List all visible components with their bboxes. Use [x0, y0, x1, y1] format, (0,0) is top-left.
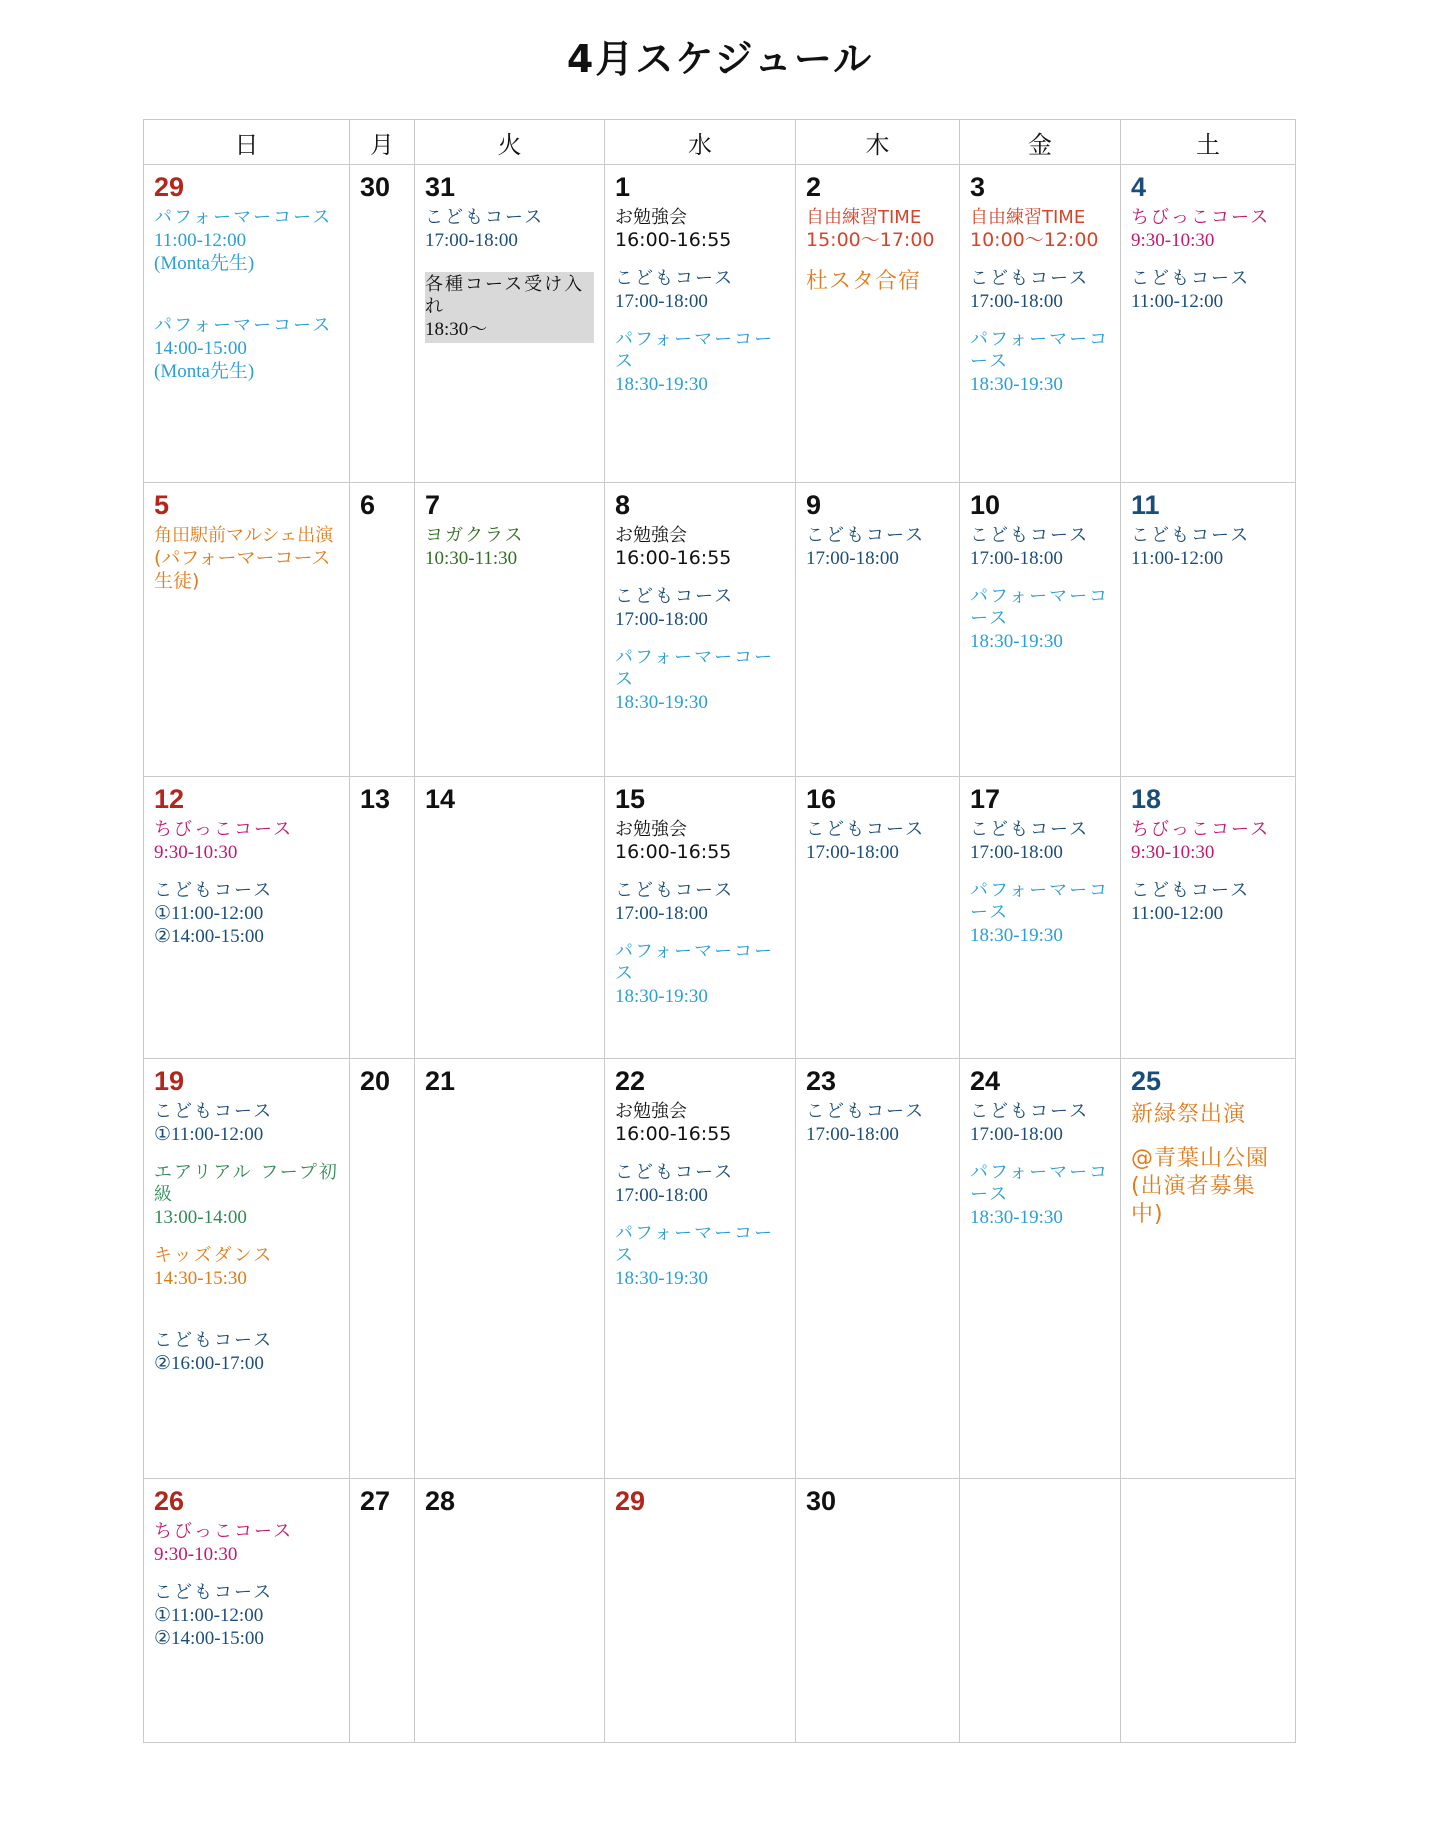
day-number: 30 [360, 172, 391, 202]
event-name: こどもコース [154, 1330, 274, 1351]
day-number: 26 [154, 1486, 185, 1516]
schedule-event [425, 525, 594, 570]
day-number: 11 [1131, 490, 1160, 520]
schedule-event [1131, 1145, 1285, 1229]
day-cell [796, 777, 960, 1059]
schedule-event [154, 1582, 339, 1650]
event-name: こどもコース [615, 586, 735, 607]
event-time: 17:00-18:00 [806, 842, 899, 863]
weekday-header-row [144, 120, 1296, 165]
day-cell [350, 1479, 415, 1743]
event-name: こどもコース [615, 880, 735, 901]
day-number: 27 [360, 1486, 391, 1516]
schedule-event [970, 525, 1110, 570]
schedule-event [615, 1223, 785, 1290]
day-cell [415, 777, 605, 1059]
event-time: 18:30〜 [425, 319, 488, 340]
day-number: 29 [615, 1486, 646, 1516]
schedule-event [615, 1101, 785, 1146]
schedule-event [154, 1245, 339, 1290]
schedule-event [1131, 268, 1285, 313]
weekday-header: 水 [605, 120, 796, 165]
event-time: 9:30-10:30 [1131, 230, 1215, 251]
schedule-event [1131, 525, 1285, 570]
day-number: 20 [360, 1066, 391, 1096]
event-name: こどもコース [425, 207, 545, 228]
event-time: 16:00-16:55 [615, 1123, 732, 1145]
day-cell [144, 777, 350, 1059]
day-cell [144, 1059, 350, 1479]
event-time: 16:00-16:55 [615, 841, 732, 863]
schedule-event [806, 819, 949, 864]
event-time: 10:30-11:30 [425, 548, 518, 569]
event-name: パフォーマーコース [615, 1223, 775, 1266]
event-name: パフォーマーコース [615, 941, 775, 984]
day-number: 24 [970, 1066, 1001, 1096]
day-number: 8 [615, 490, 631, 520]
day-number: 10 [970, 490, 1001, 520]
weekday-header: 日 [144, 120, 350, 165]
schedule-event [970, 586, 1110, 653]
day-number: 12 [154, 784, 185, 814]
event-time: 18:30-19:30 [970, 631, 1063, 652]
event-name: @青葉山公園(出演者募集中) [1131, 1146, 1270, 1227]
event-name: ヨガクラス [425, 525, 525, 546]
day-number: 9 [806, 490, 822, 520]
schedule-event [1131, 880, 1285, 925]
weekday-header: 月 [350, 120, 415, 165]
day-cell [350, 165, 415, 483]
day-cell [144, 483, 350, 777]
event-name: パフォーマーコース [970, 880, 1110, 923]
event-time: 15:00〜17:00 [806, 229, 935, 251]
event-time: 17:00-18:00 [615, 1185, 708, 1206]
schedule-event [154, 207, 339, 275]
event-name: こどもコース [970, 268, 1090, 289]
day-cell [1121, 1479, 1296, 1743]
event-time: 9:30-10:30 [1131, 842, 1215, 863]
event-name: パフォーマーコース [615, 647, 775, 690]
day-number: 17 [970, 784, 1001, 814]
event-name: こどもコース [154, 1582, 274, 1603]
day-cell [796, 1479, 960, 1743]
day-cell [415, 483, 605, 777]
day-cell [960, 1479, 1121, 1743]
day-number: 16 [806, 784, 837, 814]
event-time: 18:30-19:30 [970, 925, 1063, 946]
event-time: 18:30-19:30 [615, 374, 708, 395]
event-time: 16:00-16:55 [615, 229, 732, 251]
event-name: こどもコース [806, 819, 926, 840]
event-time: 17:00-18:00 [970, 842, 1063, 863]
weekday-header: 土 [1121, 120, 1296, 165]
event-time: 17:00-18:00 [806, 1124, 899, 1145]
day-cell [605, 165, 796, 483]
day-cell [796, 483, 960, 777]
day-number: 31 [425, 172, 456, 202]
event-extra: ②14:00-15:00 [154, 1628, 264, 1649]
day-cell [960, 165, 1121, 483]
event-name: パフォーマーコース [154, 315, 333, 336]
event-time: 17:00-18:00 [615, 291, 708, 312]
day-cell [1121, 483, 1296, 777]
calendar-table [143, 119, 1296, 1743]
day-number: 30 [806, 1486, 837, 1516]
event-time: 13:00-14:00 [154, 1207, 247, 1228]
event-time: 14:00-15:00 [154, 338, 247, 359]
schedule-event [425, 207, 594, 252]
day-cell [960, 777, 1121, 1059]
event-name: ちびっこコース [1131, 819, 1271, 840]
week-row [144, 1479, 1296, 1743]
week-row [144, 483, 1296, 777]
day-cell [144, 165, 350, 483]
event-name: パフォーマーコース [970, 586, 1110, 629]
day-number: 14 [425, 784, 456, 814]
day-number: 1 [615, 172, 631, 202]
event-name: パフォーマーコース [615, 329, 775, 372]
day-number: 25 [1131, 1066, 1162, 1096]
event-name: こどもコース [970, 525, 1090, 546]
event-name: キッズダンス [154, 1245, 274, 1266]
schedule-event [970, 1101, 1110, 1146]
event-time: 18:30-19:30 [615, 1268, 708, 1289]
event-time: ①11:00-12:00 [154, 903, 264, 924]
schedule-event [615, 647, 785, 714]
day-cell [350, 777, 415, 1059]
event-name: こどもコース [806, 1101, 926, 1122]
day-number: 28 [425, 1486, 456, 1516]
event-time: 17:00-18:00 [806, 548, 899, 569]
event-time: 17:00-18:00 [425, 230, 518, 251]
day-number: 29 [154, 172, 185, 202]
day-number: 13 [360, 784, 391, 814]
event-time: 9:30-10:30 [154, 842, 238, 863]
event-name: 各種コース受け入れ [425, 274, 585, 317]
day-number: 5 [154, 490, 170, 520]
weekday-header: 木 [796, 120, 960, 165]
event-name: こどもコース [615, 1162, 735, 1183]
event-time: 16:00-16:55 [615, 547, 732, 569]
day-cell [605, 483, 796, 777]
event-name: 新緑祭出演 [1131, 1102, 1247, 1127]
day-cell [605, 1059, 796, 1479]
weekday-header: 火 [415, 120, 605, 165]
day-cell [796, 165, 960, 483]
day-cell [415, 1059, 605, 1479]
schedule-event [970, 1162, 1110, 1229]
schedule-event [806, 1101, 949, 1146]
event-name: こどもコース [615, 268, 735, 289]
event-time: 11:00-12:00 [1131, 903, 1224, 924]
day-cell [605, 777, 796, 1059]
day-cell [1121, 165, 1296, 483]
event-name: 自由練習TIME [806, 207, 922, 228]
event-name: ちびっこコース [154, 1521, 294, 1542]
event-time: 11:00-12:00 [154, 230, 247, 251]
event-time: 18:30-19:30 [615, 986, 708, 1007]
event-name: パフォーマーコース [970, 1162, 1110, 1205]
day-number: 6 [360, 490, 376, 520]
event-name: お勉強会 [615, 207, 687, 228]
event-name: お勉強会 [615, 819, 687, 840]
schedule-event [615, 586, 785, 631]
event-time: ②16:00-17:00 [154, 1353, 264, 1374]
event-time: 14:30-15:30 [154, 1268, 247, 1289]
event-time: 11:00-12:00 [1131, 291, 1224, 312]
schedule-event [615, 819, 785, 864]
week-row [144, 1059, 1296, 1479]
day-number: 18 [1131, 784, 1162, 814]
day-cell [144, 1479, 350, 1743]
event-name: エアリアル フープ初級 [154, 1162, 339, 1205]
day-cell [796, 1059, 960, 1479]
schedule-event [154, 880, 339, 948]
event-name: ちびっこコース [1131, 207, 1271, 228]
event-time: 11:00-12:00 [1131, 548, 1224, 569]
event-name: お勉強会 [615, 1101, 687, 1122]
week-row [144, 777, 1296, 1059]
schedule-event [154, 525, 339, 593]
schedule-event [154, 315, 339, 383]
day-cell [350, 1059, 415, 1479]
week-row [144, 165, 1296, 483]
schedule-event [615, 207, 785, 252]
event-name: パフォーマーコース [154, 207, 333, 228]
schedule-event [615, 525, 785, 570]
day-cell [960, 483, 1121, 777]
event-name: 自由練習TIME [970, 207, 1086, 228]
event-time: 17:00-18:00 [615, 903, 708, 924]
day-cell [605, 1479, 796, 1743]
event-time: ①11:00-12:00 [154, 1124, 264, 1145]
schedule-event [806, 268, 949, 296]
event-time: 18:30-19:30 [970, 1207, 1063, 1228]
day-cell [1121, 777, 1296, 1059]
day-number: 4 [1131, 172, 1147, 202]
event-name: 杜スタ合宿 [806, 269, 922, 294]
event-time: 10:00〜12:00 [970, 229, 1099, 251]
day-number: 15 [615, 784, 646, 814]
event-time: 17:00-18:00 [970, 1124, 1063, 1145]
day-cell [1121, 1059, 1296, 1479]
schedule-event [154, 819, 339, 864]
event-name: こどもコース [154, 1101, 274, 1122]
event-name: こどもコース [970, 819, 1090, 840]
event-name: お勉強会 [615, 525, 687, 546]
schedule-event [154, 1162, 339, 1229]
schedule-event [615, 268, 785, 313]
event-extra: (Monta先生) [154, 361, 255, 382]
event-time: ①11:00-12:00 [154, 1605, 264, 1626]
schedule-event [615, 880, 785, 925]
schedule-event [806, 207, 949, 252]
schedule-event [154, 1101, 339, 1146]
day-cell [415, 165, 605, 483]
schedule-event [154, 1330, 339, 1375]
schedule-event [970, 329, 1110, 396]
event-name: ちびっこコース [154, 819, 294, 840]
day-number: 21 [425, 1066, 456, 1096]
day-cell [960, 1059, 1121, 1479]
event-time: 18:30-19:30 [970, 374, 1063, 395]
event-name: パフォーマーコース [970, 329, 1110, 372]
page-title: 4月スケジュール [566, 37, 874, 81]
schedule-event [154, 1521, 339, 1566]
schedule-event [1131, 819, 1285, 864]
day-number: 2 [806, 172, 822, 202]
event-time: 17:00-18:00 [970, 548, 1063, 569]
event-name: こどもコース [806, 525, 926, 546]
event-name: こどもコース [1131, 880, 1251, 901]
day-cell [350, 483, 415, 777]
event-time: 18:30-19:30 [615, 692, 708, 713]
day-number: 22 [615, 1066, 646, 1096]
schedule-event [970, 268, 1110, 313]
event-time: 9:30-10:30 [154, 1544, 238, 1565]
event-time: 17:00-18:00 [970, 291, 1063, 312]
schedule-event [615, 941, 785, 1008]
event-name: こどもコース [154, 880, 274, 901]
day-number: 23 [806, 1066, 837, 1096]
event-name: こどもコース [1131, 525, 1251, 546]
day-number: 19 [154, 1066, 185, 1096]
schedule-event [970, 207, 1110, 252]
event-time: (パフォーマーコース生徒) [154, 547, 331, 592]
schedule-event [615, 329, 785, 396]
schedule-event [1131, 1101, 1285, 1129]
schedule-event [806, 525, 949, 570]
event-name: こどもコース [970, 1101, 1090, 1122]
schedule-event [1131, 207, 1285, 252]
weekday-header: 金 [960, 120, 1121, 165]
schedule-event [970, 880, 1110, 947]
event-time: 17:00-18:00 [615, 609, 708, 630]
day-number: 3 [970, 172, 986, 202]
day-number: 7 [425, 490, 441, 520]
schedule-event [425, 268, 594, 343]
event-name: 角田駅前マルシェ出演 [154, 525, 334, 546]
day-cell [415, 1479, 605, 1743]
event-extra: ②14:00-15:00 [154, 926, 264, 947]
event-name: こどもコース [1131, 268, 1251, 289]
schedule-event [970, 819, 1110, 864]
event-extra: (Monta先生) [154, 253, 255, 274]
schedule-event [615, 1162, 785, 1207]
